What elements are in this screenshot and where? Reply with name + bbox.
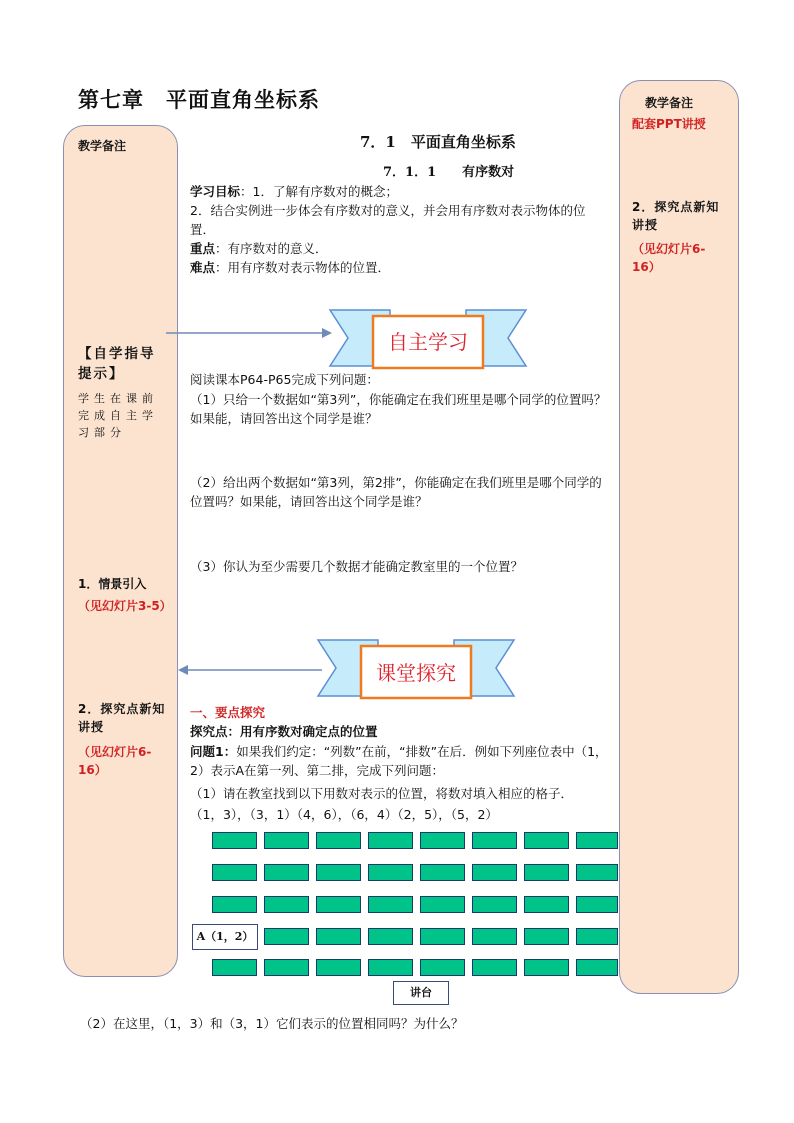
problem-1-text: 如果我们约定：“列数”在前，“排数”在后．例如下列座位表中（1，2）表示A在第一列、第二排，完成下列问题： — [190, 744, 608, 778]
seat[interactable] — [472, 959, 517, 976]
coordinate-pairs: （1，3），（3，1）（4，6），（6，4）（2，5），（5，2） — [190, 807, 498, 822]
difficulty-text: ：用有序数对表示物体的位置． — [215, 260, 391, 275]
subsection-title: 7．1．1 有序数对 — [383, 165, 515, 180]
seat[interactable] — [316, 896, 361, 913]
seat[interactable] — [264, 959, 309, 976]
chapter-title: 第七章 平面直角坐标系 — [78, 87, 320, 112]
self-study-tip-title: 【自学指导提示】 — [78, 346, 156, 382]
reading-question-3: （3）你认为至少需要几个数据才能确定教室里的一个位置？ — [190, 559, 523, 574]
seat[interactable] — [368, 832, 413, 849]
explore-point: 探究点：用有序数对确定点的位置 — [190, 724, 378, 739]
self-study-banner-text: 自主学习 — [388, 330, 468, 354]
seat[interactable] — [212, 832, 257, 849]
objective-1: ：1．了解有序数对的概念； — [240, 184, 398, 199]
seat[interactable] — [420, 896, 465, 913]
seat[interactable] — [524, 832, 569, 849]
seat[interactable] — [420, 928, 465, 945]
seat[interactable] — [420, 832, 465, 849]
learning-objectives — [190, 182, 608, 277]
problem-1-sub-1: （1）请在教室找到以下用数对表示的位置，将数对填入相应的格子． — [190, 786, 573, 801]
seat[interactable] — [316, 928, 361, 945]
seat[interactable] — [420, 959, 465, 976]
seat[interactable] — [264, 864, 309, 881]
left-note-2-title: 2．探究点新知讲授 — [78, 702, 166, 734]
arrow-left-icon — [176, 663, 326, 677]
problem-1-label: 问题1： — [190, 744, 237, 759]
arrow-right-icon — [164, 326, 334, 340]
seat[interactable] — [368, 896, 413, 913]
seat[interactable] — [316, 832, 361, 849]
class-inquiry-banner-text: 课堂探究 — [376, 661, 456, 685]
podium-label: 讲台 — [393, 981, 449, 1005]
key-point-text: ：有序数对的意义． — [215, 241, 328, 256]
right-sidebar-subheading: 配套PPT讲授 — [632, 117, 706, 131]
explore-heading: 一、要点探究 — [190, 705, 266, 720]
seat[interactable] — [472, 832, 517, 849]
right-note-title: 2．探究点新知讲授 — [632, 200, 720, 232]
right-note-ref: （见幻灯片6-16） — [632, 242, 706, 274]
left-note-1-ref: （见幻灯片3-5） — [78, 599, 172, 613]
seat[interactable] — [576, 928, 618, 945]
left-notes-sidebar — [63, 125, 178, 977]
seat[interactable] — [316, 959, 361, 976]
seat[interactable] — [524, 864, 569, 881]
seat[interactable] — [472, 896, 517, 913]
left-sidebar-heading: 教学备注 — [78, 139, 127, 153]
section-title: 7．1 平面直角坐标系 — [360, 133, 516, 151]
reading-question-2: （2）给出两个数据如“第3列，第2排”，你能确定在我们班里是哪个同学的位置吗？如果能，请回答出这个同学是谁？ — [190, 475, 602, 509]
difficulty-label: 难点 — [190, 260, 216, 275]
seat[interactable] — [316, 864, 361, 881]
reading-question-1: （1）只给一个数据如“第3列”，你能确定在我们班里是哪个同学的位置吗？如果能，请回答出这个同学是谁？ — [190, 392, 607, 426]
seat[interactable] — [264, 832, 309, 849]
seat[interactable] — [576, 959, 618, 976]
left-note-1-title: 1．情景引入 — [78, 577, 147, 591]
key-point-label: 重点 — [190, 241, 216, 256]
problem-1 — [190, 742, 614, 780]
left-note-2-ref: （见幻灯片6-16） — [78, 745, 152, 777]
seat[interactable] — [212, 864, 257, 881]
problem-1-sub-2: （2）在这里，（1，3）和（3，1）它们表示的位置相同吗？为什么？ — [80, 1016, 464, 1031]
seat[interactable] — [212, 896, 257, 913]
seat[interactable] — [212, 959, 257, 976]
self-study-tip-body: 学生在课前完成自主学习部分 — [78, 392, 158, 439]
seat[interactable] — [472, 864, 517, 881]
seat[interactable] — [368, 928, 413, 945]
seat[interactable] — [576, 832, 618, 849]
seat[interactable] — [368, 959, 413, 976]
seat[interactable] — [420, 864, 465, 881]
seat[interactable] — [472, 928, 517, 945]
seat-a-label: A（1，2） — [192, 924, 258, 950]
seat[interactable] — [368, 864, 413, 881]
seat[interactable] — [264, 896, 309, 913]
seat[interactable] — [576, 864, 618, 881]
objectives-label: 学习目标 — [190, 184, 241, 199]
reading-intro: 阅读课本P64-P65完成下列问题： — [190, 372, 379, 387]
seat[interactable] — [264, 928, 309, 945]
seat[interactable] — [524, 928, 569, 945]
seat[interactable] — [576, 896, 618, 913]
seat[interactable] — [524, 896, 569, 913]
objective-2: 2．结合实例进一步体会有序数对的意义，并会用有序数对表示物体的位置． — [190, 203, 586, 237]
seat[interactable] — [524, 959, 569, 976]
right-sidebar-heading: 教学备注 — [645, 96, 694, 110]
seating-chart — [212, 832, 618, 982]
